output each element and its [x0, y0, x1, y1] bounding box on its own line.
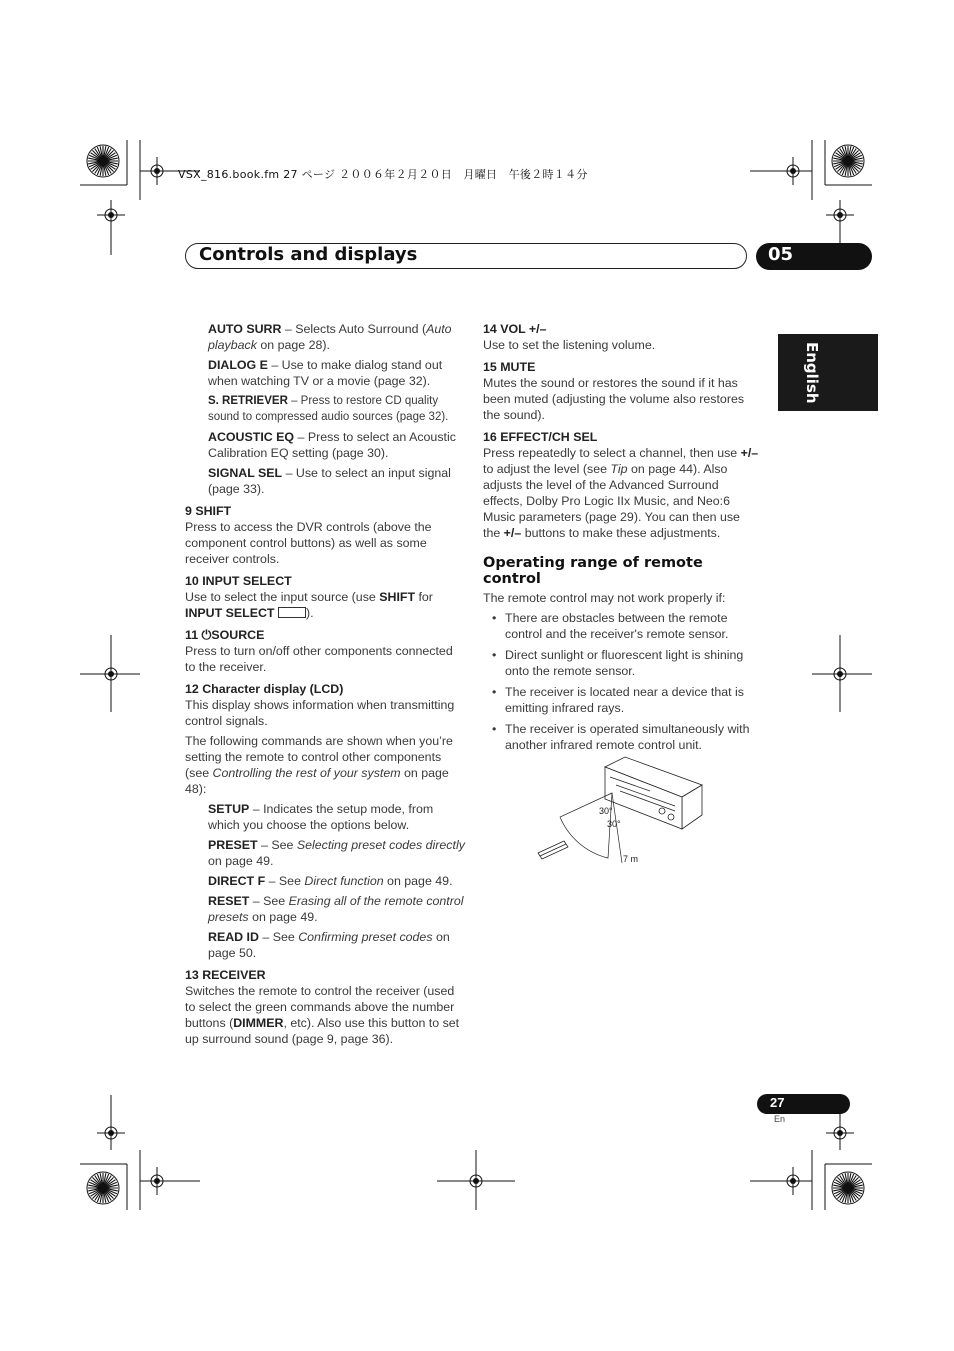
operating-range-list	[483, 610, 759, 753]
list-item: • Direct sunlight or fluorescent light is shining onto the remote sensor.	[483, 647, 759, 679]
item-12-heading: 12 Character display (LCD)	[185, 682, 344, 696]
distance-label: 7 m	[623, 854, 639, 864]
s-retriever-entry: S. RETRIEVER – Press to restore CD quality sound to compressed audio sources (page 32).	[208, 395, 449, 423]
item-12-text: This display shows information when transmitting control signals.	[185, 698, 455, 728]
read-id-entry: READ ID – See Confirming preset codes on page 50.	[208, 930, 450, 960]
remote-range-diagram	[530, 755, 715, 870]
language-tab-label: English	[803, 342, 821, 404]
setup-entry: SETUP – Indicates the setup mode, from which you choose the options below.	[208, 802, 434, 832]
item-13-text: Switches the remote to control the receiver (used to select the green commands above the number buttons (DIMMER, etc). Also use this button to set up surround sound (page 9, page 36).	[185, 984, 460, 1046]
item-9-text: Press to access the DVR controls (above the component control buttons) as well as some receiver controls.	[185, 520, 432, 566]
item-14-heading: 14 VOL +/–	[483, 322, 547, 336]
item-16-heading: 16 EFFECT/CH SEL	[483, 430, 598, 444]
reset-entry: RESET – See Erasing all of the remote control presets on page 49.	[208, 894, 464, 924]
item-11-heading: 11 ⏻SOURCE	[185, 628, 265, 642]
item-14-text: Use to set the listening volume.	[483, 338, 656, 352]
item-13-heading: 13 RECEIVER	[185, 968, 266, 982]
section-title: Controls and displays	[199, 244, 418, 265]
operating-range-intro: The remote control may not work properly if:	[483, 591, 726, 605]
operating-range-heading: Operating range of remote control	[483, 555, 703, 587]
item-15-text: Mutes the sound or restores the sound if it has been muted (adjusting the volume also restores the sound).	[483, 376, 745, 422]
right-column	[483, 321, 759, 758]
dialog-e-entry: DIALOG E – Use to make dialog stand out when watching TV or a movie (page 32).	[208, 358, 443, 388]
item-10-heading: 10 INPUT SELECT	[185, 574, 292, 588]
item-15-heading: 15 MUTE	[483, 360, 536, 374]
input-select-button-icon	[278, 607, 306, 618]
auto-surr-entry: AUTO SURR – Selects Auto Surround (Auto playback on page 28).	[208, 322, 452, 352]
item-10-text: Use to select the input source (use SHIFT for INPUT SELECT ).	[185, 590, 433, 620]
item-12-commands-intro: The following commands are shown when you’re setting the remote to control other components (see Controlling the rest of your system on page 48):	[185, 734, 453, 796]
list-item: • The receiver is located near a device that is emitting infrared rays.	[483, 684, 759, 716]
page-language: En	[774, 1114, 786, 1124]
item-11-text: Press to turn on/off other components connected to the receiver.	[185, 644, 453, 674]
acoustic-eq-entry: ACOUSTIC EQ – Press to select an Acoustic Calibration EQ setting (page 30).	[208, 430, 456, 460]
preset-entry: PRESET – See Selecting preset codes directly on page 49.	[208, 838, 465, 868]
item-16-text: Press repeatedly to select a channel, then use +/– to adjust the level (see Tip on page 44). Also adjusts the level of the Advanced Surround effects, Dolby Pro Logic IIx Music, and Neo:6 Music parameters (page 29). You can then use the +/– buttons to make these adjustments.	[483, 446, 759, 540]
remote-illustration	[538, 841, 568, 859]
language-tab	[778, 334, 878, 411]
print-header: VSX_816.book.fm 27 ページ ２００６年２月２０日 月曜日 午後２時１４分	[178, 168, 588, 181]
angle-label-2: 30°	[607, 819, 621, 829]
list-item: • There are obstacles between the remote control and the receiver's remote sensor.	[483, 610, 759, 642]
item-9-heading: 9 SHIFT	[185, 504, 232, 518]
left-column	[185, 321, 465, 1051]
angle-label-1: 30°	[599, 806, 613, 816]
list-item: • The receiver is operated simultaneously with another infrared remote control unit.	[483, 721, 759, 753]
chapter-number: 05	[768, 244, 794, 265]
page-number: 27	[770, 1095, 785, 1110]
direct-f-entry: DIRECT F – See Direct function on page 49.	[208, 874, 453, 888]
signal-sel-entry: SIGNAL SEL – Use to select an input signal (page 33).	[208, 466, 451, 496]
